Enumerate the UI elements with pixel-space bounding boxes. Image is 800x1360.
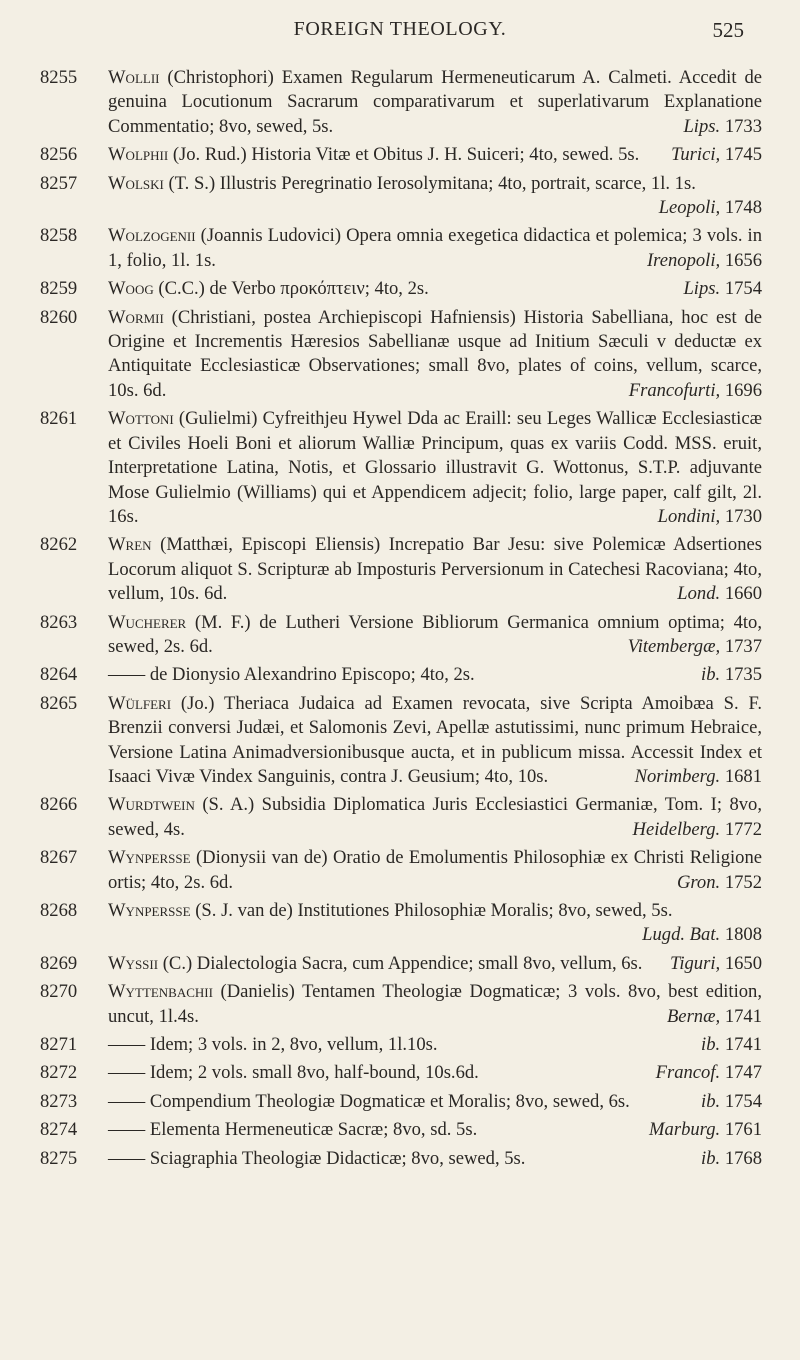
entry-place: Francofurti,	[628, 379, 721, 401]
entry-number: 8268	[40, 900, 78, 921]
entry-title: (Jo.) Theriaca Judaica ad Examen revocata, sive Scripta Amoibæa S. F. Brenzii conversi Judæi, et Salomonis Zevi, Apellæ astutissimi, nunc primum Hebraice, Versione Latina Animadversionibusque aucta, et in publicum missa. Accessit Index et Isaaci Vivæ Vindex Sanguinis, contra J. Geusium; 4to, 10s.	[108, 692, 762, 787]
entry-number: 8255	[40, 67, 78, 88]
entry-place: Norimberg.	[634, 765, 721, 787]
catalogue-entry	[40, 1147, 762, 1171]
entry-place: Leopoli,	[658, 197, 721, 219]
entry-number: 8266	[40, 794, 78, 816]
entry-author: ——	[108, 1147, 146, 1169]
entry-author: Wynpersse	[108, 900, 191, 921]
entry-imprint	[657, 1005, 762, 1029]
entry-imprint	[673, 115, 762, 139]
entry-imprint	[667, 582, 762, 606]
entry-year: 1730	[724, 505, 762, 527]
entry-author: Wormii	[108, 306, 164, 328]
entry-place: Turici,	[671, 144, 721, 166]
entry-imprint	[691, 1090, 762, 1114]
entry-imprint	[625, 765, 762, 789]
entry-number: 8259	[40, 278, 78, 300]
entry-imprint	[691, 1033, 762, 1057]
entry-author: Wurdtwein	[108, 794, 195, 816]
entry-title: Compendium Theologiæ Dogmaticæ et Moralis; 8vo, sewed, 6s.	[149, 1090, 630, 1112]
entry-number: 8261	[40, 408, 78, 430]
entry-place: Londini,	[657, 505, 721, 527]
page-header	[0, 18, 800, 48]
entry-imprint	[667, 871, 762, 895]
catalogue-entry	[40, 952, 762, 976]
entry-author: Wottoni	[108, 408, 174, 430]
entry-year: 1768	[724, 1147, 762, 1169]
entry-number: 8271	[40, 1034, 78, 1056]
entry-place: Lips.	[683, 278, 721, 300]
entry-imprint	[648, 505, 762, 529]
entry-place: ib.	[701, 1090, 721, 1112]
entry-title: (T. S.) Illustris Peregrinatio Ierosolymitana; 4to, portrait, scarce, 1l. 1s.	[168, 172, 696, 194]
entry-place: Lips.	[683, 115, 721, 137]
entry-imprint	[639, 1118, 762, 1142]
entry-number: 8265	[40, 692, 78, 714]
entry-year: 1772	[724, 818, 762, 840]
entry-title: (Matthæi, Episcopi Eliensis) Increpatio Bar Jesu: sive Polemicæ Adsertiones Locorum aliquot S. Scripturæ ab Imposturis Perversionum in Catechesi Racoviana; 4to, vellum, 10s. 6d.	[108, 534, 762, 605]
entry-number: 8257	[40, 172, 78, 194]
catalogue-entry	[40, 1090, 762, 1114]
entry-imprint	[619, 379, 762, 403]
entry-place: Heidelberg.	[632, 818, 721, 840]
entry-title: (Dionysii van de) Oratio de Emolumentis Philosophiæ ex Christi Religione ortis; 4to, 2s. 6d.	[108, 847, 763, 893]
entry-year: 1741	[724, 1005, 762, 1027]
entry-place: Irenopoli,	[646, 249, 721, 271]
entry-imprint	[649, 196, 762, 220]
entry-author: Wren	[108, 534, 152, 556]
entry-year: 1660	[724, 583, 762, 605]
entry-number: 8264	[40, 664, 78, 686]
entry-place: Francof.	[655, 1062, 721, 1084]
entry-number: 8262	[40, 534, 78, 556]
entry-author: Wolphii	[108, 144, 169, 166]
entry-author: Wyttenbachii	[108, 981, 213, 1003]
catalogue-entry	[40, 611, 762, 660]
catalogue-entry	[40, 1118, 762, 1142]
entry-imprint	[661, 143, 762, 167]
entry-title: Elementa Hermeneuticæ Sacræ; 8vo, sd. 5s.	[149, 1119, 478, 1141]
entry-imprint	[673, 277, 762, 301]
catalogue-entry	[40, 793, 762, 842]
entry-imprint	[632, 923, 762, 947]
entry-title: Idem; 3 vols. in 2, 8vo, vellum, 1l.10s.	[149, 1034, 438, 1056]
entry-author: ——	[108, 1090, 146, 1112]
entry-title: Idem; 2 vols. small 8vo, half-bound, 10s.6d.	[149, 1062, 479, 1084]
catalogue-entry	[40, 277, 762, 301]
entry-imprint	[691, 1147, 762, 1171]
entry-title: (M. F.) de Lutheri Versione Bibliorum Germanica omnium optima; 4to, sewed, 2s. 6d.	[108, 611, 762, 657]
entry-title: (C.) Dialectologia Sacra, cum Appendice; small 8vo, vellum, 6s.	[162, 952, 643, 974]
entry-year: 1748	[724, 197, 762, 219]
entry-author: ——	[108, 1119, 146, 1141]
entry-year: 1747	[724, 1062, 762, 1084]
entry-imprint	[623, 818, 762, 842]
entry-author: Wyssii	[108, 952, 159, 974]
entry-number: 8269	[40, 952, 78, 974]
entry-place: Tiguri,	[670, 952, 721, 974]
entry-number: 8263	[40, 611, 78, 633]
entry-author: ——	[108, 1034, 146, 1056]
entry-list	[40, 66, 762, 1175]
catalogue-entry	[40, 846, 762, 895]
entry-number: 8274	[40, 1119, 78, 1141]
entry-title: (S. J. van de) Institutiones Philosophiæ Moralis; 8vo, sewed, 5s.	[195, 900, 673, 921]
entry-number: 8272	[40, 1062, 78, 1084]
entry-author: ——	[108, 664, 146, 686]
entry-year: 1808	[724, 924, 762, 946]
catalogue-entry	[40, 692, 762, 790]
entry-title: (Christophori) Examen Regularum Hermeneuticarum A. Calmeti. Accedit de genuina Locutionum Sacrarum comparativarum et superlativarum Explanatione Commentatio; 8vo, sewed, 5s.	[108, 67, 762, 137]
entry-year: 1752	[724, 871, 762, 893]
entry-title: (Danielis) Tentamen Theologiæ Dogmaticæ; 3 vols. 8vo, best edition, uncut, 1l.4s.	[108, 981, 762, 1027]
entry-author: Wolski	[108, 172, 164, 194]
entry-place: ib.	[701, 664, 721, 686]
entry-year: 1737	[724, 635, 762, 657]
entry-author: Woog	[108, 278, 154, 300]
entry-number: 8275	[40, 1147, 78, 1169]
catalogue-entry	[40, 1061, 762, 1085]
entry-number: 8267	[40, 847, 78, 869]
entry-number: 8256	[40, 144, 78, 166]
entry-imprint	[660, 952, 762, 976]
entry-place: Vitembergæ,	[627, 635, 721, 657]
page-number: 525	[712, 18, 744, 42]
catalogue-entry	[40, 172, 762, 221]
entry-title: (C.C.) de Verbo προκόπτειν; 4to, 2s.	[158, 278, 429, 300]
entry-place: Bernæ,	[666, 1005, 721, 1027]
entry-year: 1650	[724, 952, 762, 974]
entry-imprint	[637, 249, 762, 273]
catalogue-entry	[40, 407, 762, 529]
entry-number: 8270	[40, 981, 78, 1003]
catalogue-entry	[40, 306, 762, 404]
entry-year: 1741	[724, 1034, 762, 1056]
entry-place: Lugd. Bat.	[642, 924, 721, 946]
entry-author: ——	[108, 1062, 146, 1084]
entry-title: Sciagraphia Theologiæ Didacticæ; 8vo, sewed, 5s.	[149, 1147, 526, 1169]
entry-year: 1735	[724, 664, 762, 686]
catalogue-entry	[40, 663, 762, 687]
entry-place: Marburg.	[649, 1119, 721, 1141]
catalogue-entry	[40, 533, 762, 606]
entry-author: Wynpersse	[108, 847, 191, 869]
running-head: FOREIGN THEOLOGY.	[293, 18, 507, 40]
entry-imprint	[618, 635, 762, 659]
catalogue-entry	[40, 899, 762, 948]
entry-number: 8273	[40, 1090, 78, 1112]
entry-title: (S. A.) Subsidia Diplomatica Juris Ecclesiastici Germaniæ, Tom. I; 8vo, sewed, 4s.	[108, 794, 762, 840]
entry-place: Lond.	[677, 583, 721, 605]
entry-number: 8260	[40, 306, 78, 328]
entry-year: 1733	[724, 115, 762, 137]
entry-title: (Christiani, postea Archiepiscopi Hafniensis) Historia Sabelliana, hoc est de Origine et Incrementis Hæresios Sabellianæ usque ad Initium Sæculi v deductæ ex Antiquitate Ecclesiasticæ Observationes; small 8vo, plates of coins, vellum, scarce, 10s. 6d.	[108, 306, 762, 401]
entry-place: ib.	[701, 1147, 721, 1169]
catalogue-entry	[40, 980, 762, 1029]
entry-year: 1745	[724, 144, 762, 166]
entry-imprint	[691, 663, 762, 687]
catalogue-entry	[40, 224, 762, 273]
entry-number: 8258	[40, 225, 78, 247]
entry-year: 1681	[724, 765, 762, 787]
entry-place: ib.	[701, 1034, 721, 1056]
entry-author: Wollii	[108, 67, 160, 88]
entry-year: 1754	[724, 278, 762, 300]
catalogue-entry	[40, 1033, 762, 1057]
entry-year: 1656	[724, 249, 762, 271]
entry-year: 1754	[724, 1090, 762, 1112]
entry-author: Wolzogenii	[108, 225, 196, 247]
entry-title: (Joannis Ludovici) Opera omnia exegetica didactica et polemica; 3 vols. in 1, folio, 1l. 1s.	[108, 225, 762, 271]
entry-imprint	[646, 1061, 762, 1085]
entry-place: Gron.	[676, 871, 721, 893]
entry-author: Wülferi	[108, 692, 172, 714]
catalogue-entry	[40, 66, 762, 139]
entry-title: de Dionysio Alexandrino Episcopo; 4to, 2s.	[149, 664, 475, 686]
entry-author: Wucherer	[108, 611, 187, 633]
entry-year: 1761	[724, 1119, 762, 1141]
entry-year: 1696	[724, 379, 762, 401]
entry-title: (Gulielmi) Cyfreithjeu Hywel Dda ac Eraill: seu Leges Wallicæ Ecclesiasticæ et Civiles Hoeli Boni et aliorum Walliæ Principum, quas ex variis Codd. MSS. eruit, Interpretatione Latina, Notis, et Glossario illustravit G. Wottonus, S.T.P. adjuvante Mose Gulielmio (Williams) qui et Appendicem adjecit; folio, large paper, calf gilt, 2l. 16s.	[108, 408, 762, 527]
entry-title: (Jo. Rud.) Historia Vitæ et Obitus J. H. Suiceri; 4to, sewed. 5s.	[172, 144, 640, 166]
catalogue-entry	[40, 143, 762, 167]
